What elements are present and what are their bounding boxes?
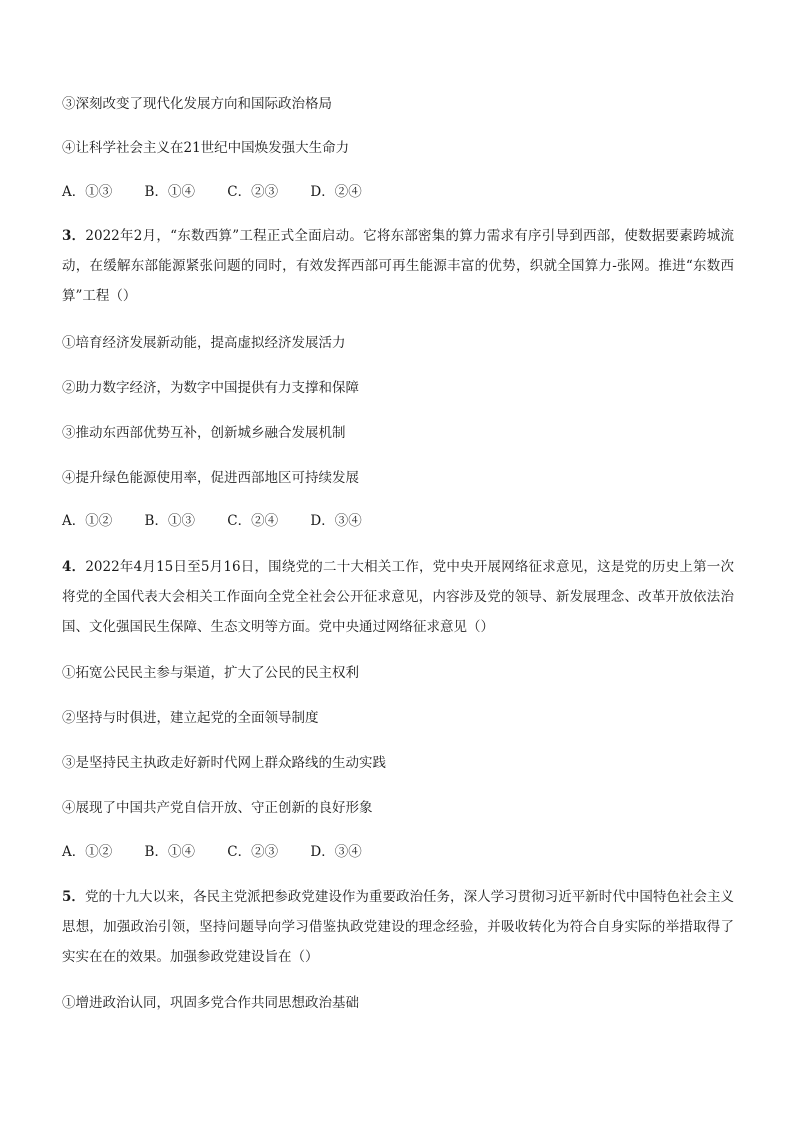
q4-choice-a[interactable]: A．①②: [62, 844, 113, 860]
q4-stem-text: 2022年4月15日至5月16日，围绕党的二十大相关工作，党中央开展网络征求意见，这是党的历史上第一次将党的全国代表大会相关工作面向全党全社会公开征求意见，内容涉及党的领导、新发展理念、改革开放依法治国、文化强国民生保障、生态文明等方面。党中央通过网络征求意见（）: [62, 559, 734, 635]
q5-option-1: ①增进政治认同，巩固多党合作共同思想政治基础: [62, 995, 359, 1011]
q4-option-2: ②坚持与时俱进，建立起党的全面领导制度: [62, 710, 319, 726]
q2-answer-choices: [62, 182, 390, 202]
q3-option-1: ①培育经济发展新动能，提高虚拟经济发展活力: [62, 335, 346, 351]
q4-stem: [62, 552, 734, 642]
q5-number: 5．: [62, 889, 85, 905]
q2-choice-c[interactable]: C．②③: [227, 184, 279, 200]
q2-choice-b[interactable]: B．①④: [144, 184, 195, 200]
q4-option-3: ③是坚持民主执政走好新时代网上群众路线的生动实践: [62, 755, 386, 771]
q2-choice-d[interactable]: D．②④: [310, 184, 362, 200]
q3-option-4: ④提升绿色能源使用率，促进西部地区可持续发展: [62, 470, 359, 486]
q4-answer-choices: [62, 842, 390, 862]
q3-number: 3．: [62, 228, 86, 244]
q3-choice-a[interactable]: A．①②: [62, 513, 113, 529]
q5-stem-text: 党的十九大以来，各民主党派把参政党建设作为重要政治任务，深人学习贯彻习近平新时代中国特色社会主义思想，加强政治引领，坚持问题导向学习借鉴执政党建设的理念经验，并吸收转化为符合自身实际的举措取得了实实在在的效果。加强参政党建设旨在（）: [62, 889, 735, 965]
q3-choice-b[interactable]: B．①③: [144, 513, 195, 529]
q3-choice-c[interactable]: C．②④: [227, 513, 279, 529]
q4-choice-d[interactable]: D．③④: [310, 844, 362, 860]
q3-choice-d[interactable]: D．③④: [310, 513, 362, 529]
q2-choice-a[interactable]: A．①③: [62, 184, 113, 200]
q2-option-4: ④让科学社会主义在21世纪中国焕发强大生命力: [62, 140, 350, 156]
q4-option-4: ④展现了中国共产党自信开放、守正创新的良好形象: [62, 800, 373, 816]
q4-number: 4．: [62, 559, 86, 575]
q4-option-1: ①拓宽公民民主参与渠道，扩大了公民的民主权利: [62, 665, 359, 681]
q4-choice-c[interactable]: C．②③: [227, 844, 279, 860]
q3-answer-choices: [62, 511, 390, 531]
q3-option-2: ②助力数字经济，为数字中国提供有力支撑和保障: [62, 380, 359, 396]
q4-choice-b[interactable]: B．①④: [144, 844, 195, 860]
q2-option-3: ③深刻改变了现代化发展方向和国际政治格局: [62, 96, 332, 112]
q3-stem: [62, 221, 734, 311]
q3-stem-text: 2022年2月，“东数西算”工程正式全面启动。它将东部密集的算力需求有序引导到西部，使数据要素跨城流动，在缓解东部能源紧张问题的同时，有效发挥西部可再生能源丰富的优势，织就全国算力-张网。推进“东数西算”工程（）: [62, 228, 734, 304]
q3-option-3: ③推动东西部优势互补，创新城乡融合发展机制: [62, 425, 346, 441]
q5-stem: [62, 882, 734, 972]
